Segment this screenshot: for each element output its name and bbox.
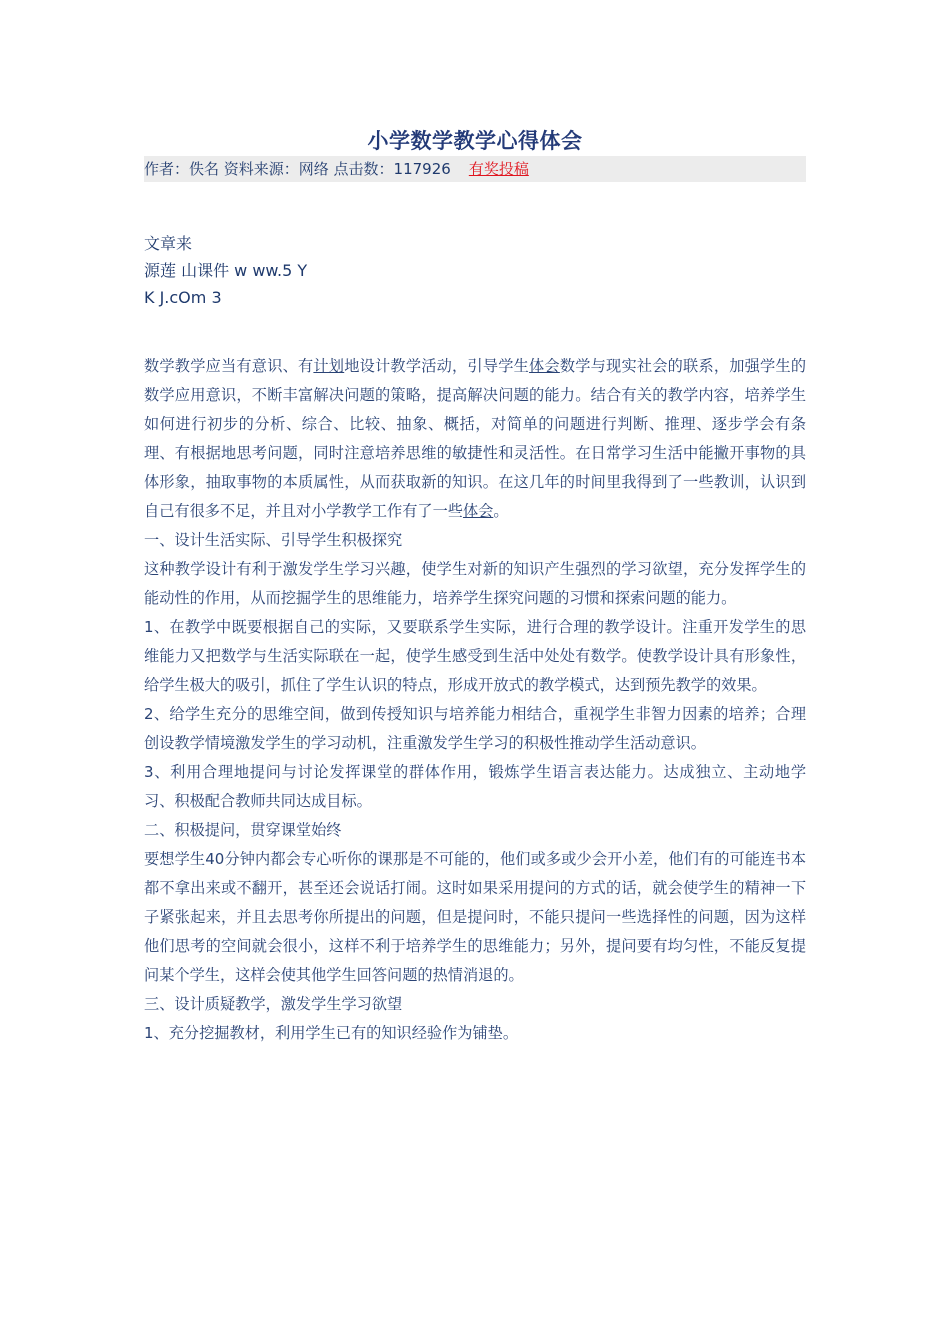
section-2-text-1: 要想学生 [144,850,206,868]
section-2-paragraph [144,845,806,990]
section-3-heading: 三、设计质疑教学，激发学生学习欲望 [144,995,403,1013]
contribute-link[interactable]: 有奖投稿 [468,160,529,178]
item-text: 、给学生充分的思维空间，做到传授知识与培养能力相结合，重视学生非智力因素的培养；合理创设教学情境激发学生的学习动机，注重激发学生学习的积极性推动学生活动意识。 [144,705,806,752]
plan-link[interactable]: 计划 [313,357,345,375]
item-number: 1 [144,618,154,636]
item-number: 1 [144,1024,154,1042]
section-1-paragraph: 这种教学设计有利于激发学生学习兴趣，使学生对新的知识产生强烈的学习欲望，充分发挥学生的能动性的作用，从而挖掘学生的思维能力，培养学生探究问题的习惯和探索问题的能力。 [144,560,806,607]
section-1-heading: 一、设计生活实际、引导学生积极探究 [144,531,403,549]
item-text: 、利用合理地提问与讨论发挥课堂的群体作用，锻炼学生语言表达能力。达成独立、主动地学习、积极配合教师共同达成目标。 [144,763,806,810]
section-2-heading: 二、积极提问，贯穿课堂始终 [144,821,342,839]
intro-text-2: 地设计教学活动，引导学生 [344,357,530,375]
section-3-item-1 [144,1019,806,1048]
section-1-item-3 [144,758,806,816]
intro-text-3: 数学与现实社会的联系，加强学生的数学应用意识，不断丰富解决问题的策略，提高解决问题的能力。结合有关的教学内容，培养学生如何进行初步的分析、综合、比较、抽象、概括，对简单的问题进行判断、推理、逐步学会有条理、有根据地思考问题，同时注意培养思维的敏捷性和灵活性。在日常学习生活中能撇开事物的具体形象，抽取事物的本质属性，从而获取新的知识。在这几年的时间里我得到了一些教训，认识到自己有很多不足，并且对小学教学工作有了一些 [144,357,807,520]
section-2-text-2: 分钟内都会专心听你的课那是不可能的，他们或多或少会开小差，他们有的可能连书本都不拿出来或不翻开，甚至还会说话打闹。这时如果采用提问的方式的话，就会使学生的精神一下子紧张起来，并且去思考你所提出的问题，但是提问时，不能只提问一些选择性的问题，因为这样他们思考的空间就会很小，这样不利于培养学生的思维能力；另外，提问要有均匀性，不能反复提问某个学生，这样会使其他学生回答问题的热情消退的。 [144,850,807,984]
intro-paragraph [144,352,806,526]
intro-text-1: 数学教学应当有意识、有 [144,357,314,375]
intro-text-4: 。 [493,502,509,520]
item-text: 、充分挖掘教材，利用学生已有的知识经验作为铺垫。 [153,1024,519,1042]
source-line-2: 源莲 山课件 w ww.5 Y [144,261,308,280]
experience-link-1[interactable]: 体会 [529,357,560,375]
source-line-3: K J.cOm 3 [144,288,222,307]
section-1-item-2 [144,700,806,758]
experience-link-2[interactable]: 体会 [462,502,494,520]
document-title: 小学数学教学心得体会 [367,129,583,153]
source-line-1: 文章来 [144,234,193,253]
meta-bar [144,156,806,182]
item-number: 3 [144,763,154,781]
item-number: 2 [144,705,154,723]
article-body [144,352,806,1048]
source-block [144,230,307,311]
minutes-number: 40 [205,850,225,868]
author-info: 作者：佚名 资料来源：网络 点击数：117926 [144,160,451,178]
item-text: 、在教学中既要根据自己的实际，又要联系学生实际，进行合理的教学设计。注重开发学生的思维能力又把数学与生活实际联在一起，使学生感受到生活中处处有数学。使教学设计具有形象性，给学生极大的吸引，抓住了学生认识的特点，形成开放式的教学模式，达到预先教学的效果。 [144,618,806,694]
section-1-item-1 [144,613,806,700]
